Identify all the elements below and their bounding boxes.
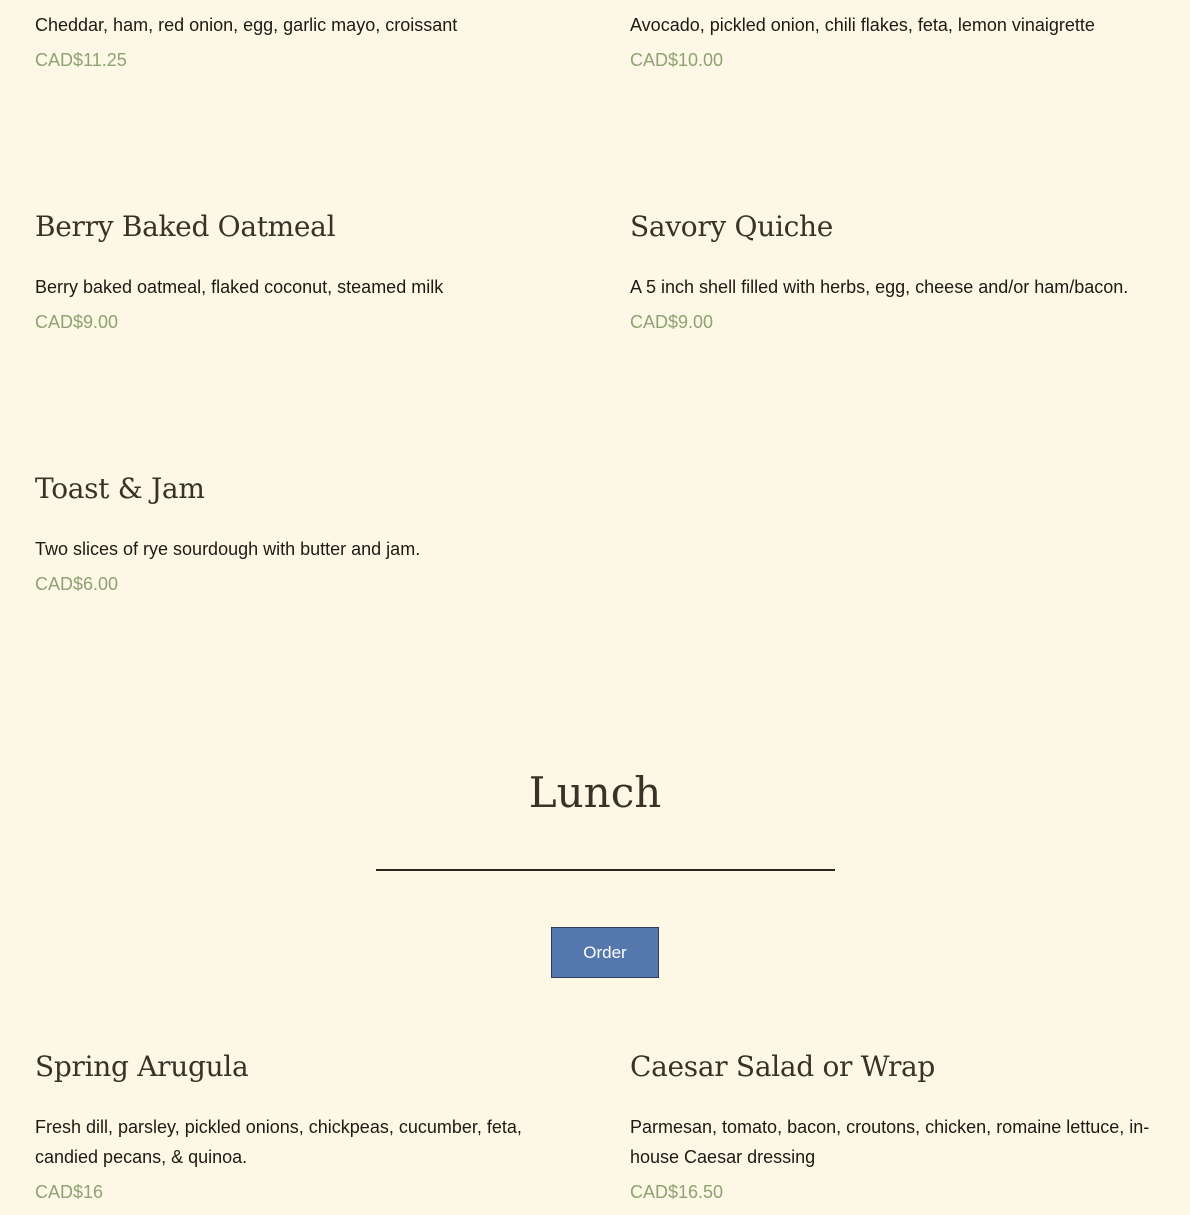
item-description: Two slices of rye sourdough with butter and jam.: [35, 539, 421, 559]
item-description: Berry baked oatmeal, flaked coconut, steamed milk: [35, 277, 444, 297]
item-price: CAD$10.00: [630, 50, 724, 70]
item-price: CAD$16.50: [630, 1182, 724, 1202]
item-price: CAD$9.00: [35, 312, 119, 332]
section-divider: [376, 869, 835, 871]
item-price: CAD$11.25: [35, 50, 127, 70]
item-price: CAD$9.00: [630, 312, 714, 332]
menu-item: [35, 210, 575, 334]
item-title: Savory Quiche: [630, 210, 833, 243]
section-title: Lunch: [528, 768, 662, 817]
item-description: A 5 inch shell filled with herbs, egg, cheese and/or ham/bacon.: [630, 277, 1129, 297]
menu-item: [35, 1050, 575, 1204]
item-description: Fresh dill, parsley, pickled onions, chickpeas, cucumber, feta, candied pecans, & quinoa.: [35, 1117, 522, 1167]
menu-item: [630, 10, 1170, 72]
item-description: Cheddar, ham, red onion, egg, garlic mayo, croissant: [35, 15, 458, 35]
item-description: Parmesan, tomato, bacon, croutons, chicken, romaine lettuce, in-house Caesar dressing: [630, 1117, 1150, 1167]
order-button[interactable]: Order: [551, 927, 659, 978]
menu-item: [630, 210, 1170, 334]
menu-item: [35, 472, 575, 596]
item-title: Toast & Jam: [35, 472, 205, 505]
menu-item: [35, 10, 575, 72]
menu-item: [630, 1050, 1170, 1204]
item-title: Berry Baked Oatmeal: [35, 210, 336, 243]
item-title: Spring Arugula: [35, 1050, 249, 1083]
item-description: Avocado, pickled onion, chili flakes, feta, lemon vinaigrette: [630, 15, 1095, 35]
item-title: Caesar Salad or Wrap: [630, 1050, 936, 1083]
item-price: CAD$6.00: [35, 574, 119, 594]
item-price: CAD$16: [35, 1182, 104, 1202]
